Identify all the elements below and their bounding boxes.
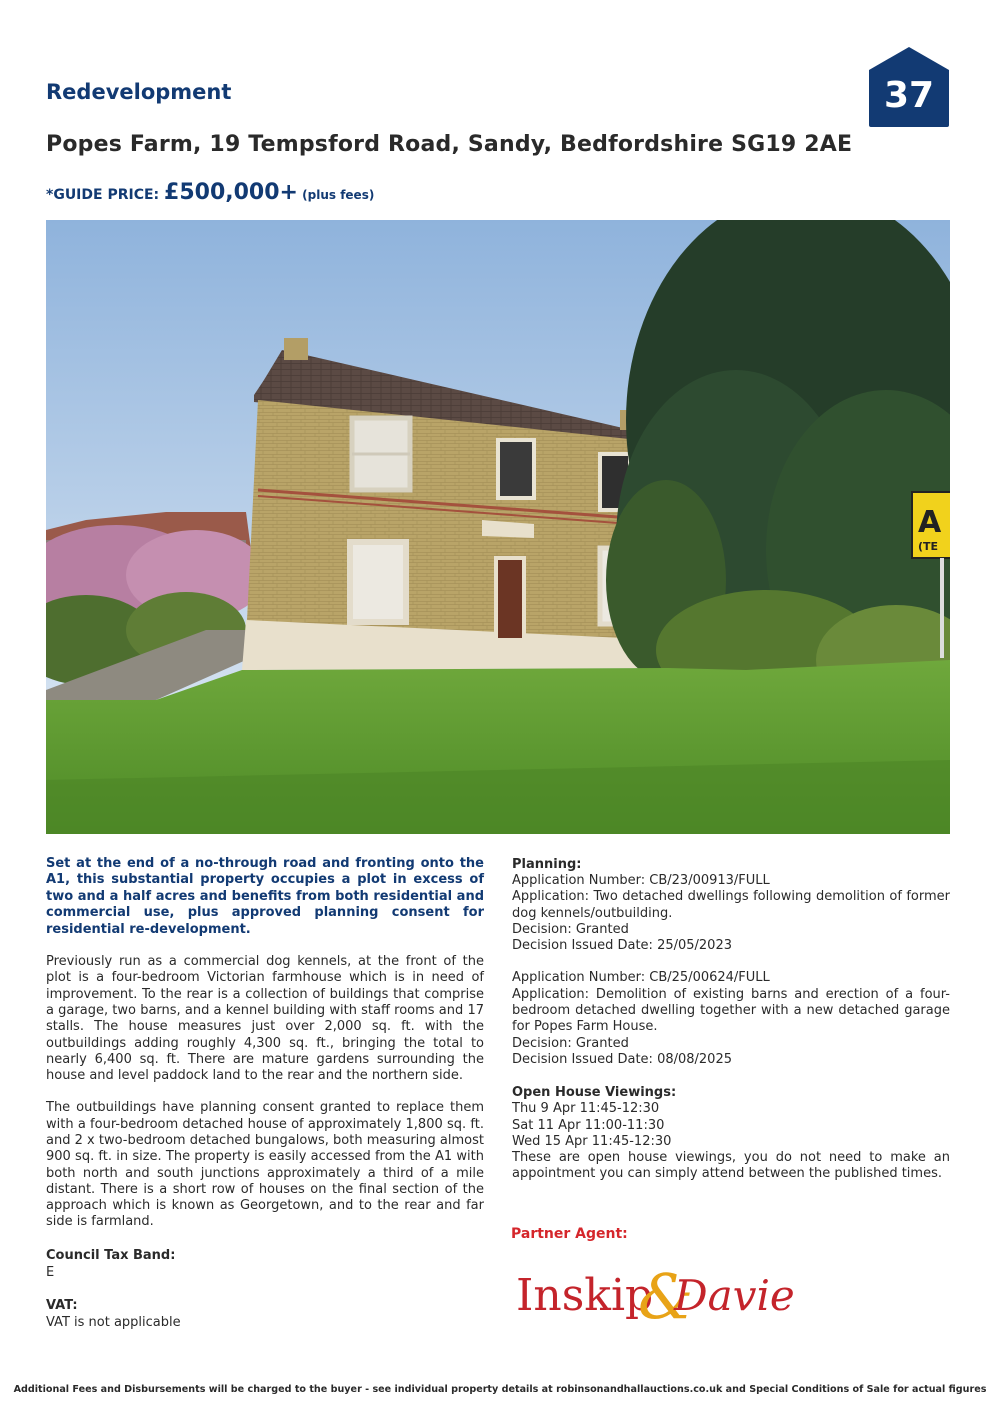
application-number: Application Number: CB/23/00913/FULL xyxy=(512,873,770,888)
viewing-slot: Wed 15 Apr 11:45-12:30 xyxy=(512,1133,672,1149)
partner-agent-logo[interactable] xyxy=(514,1258,798,1334)
vat-value: VAT is not applicable xyxy=(46,1314,181,1330)
logo-word-2: Davie xyxy=(674,1271,795,1320)
guide-price-value: £500,000+ xyxy=(164,180,298,205)
logo-ampersand: & xyxy=(638,1260,694,1333)
planning-label: Planning: xyxy=(512,857,582,872)
viewing-slot: Sat 11 Apr 11:00-11:30 xyxy=(512,1117,665,1133)
lot-number: 37 xyxy=(883,75,935,116)
sign-subtext: (TE xyxy=(918,540,939,553)
category-heading: Redevelopment xyxy=(46,80,232,104)
planning-column xyxy=(512,856,950,1199)
property-address: Popes Farm, 19 Tempsford Road, Sandy, Bedfordshire SG19 2AE xyxy=(46,132,853,157)
viewing-slot: Thu 9 Apr 11:45-12:30 xyxy=(512,1101,660,1117)
application-decision: Decision: Granted xyxy=(512,1035,629,1051)
council-tax-value: E xyxy=(46,1264,55,1280)
vat-label: VAT: xyxy=(46,1297,78,1313)
application-decision: Decision: Granted xyxy=(512,921,629,937)
application-number: Application Number: CB/25/00624/FULL xyxy=(512,970,770,986)
application-description: Application: Demolition of existing barns and erection of a four-bedroom detached dwelling together with a new detached garage for Popes Farm House. xyxy=(512,986,950,1035)
property-photo xyxy=(46,220,950,834)
description-paragraph-1: Previously run as a commercial dog kennels, at the front of the plot is a four-bedroom Victorian farmhouse which is in need of improvement. To the rear is a collection of buildings that comprise a garage, two barns, and a kennel building with staff rooms and 17 stalls. The house measures just over 2,000 sq. ft. with the outbuildings adding roughly 4,300 sq. ft., bringing the total to nearly 6,400 sq. ft. There are mature gardens surrounding the house and level paddock land to the rear and the northern side. xyxy=(46,954,484,1084)
guide-price-line xyxy=(46,180,374,205)
planning-application-1 xyxy=(512,856,950,954)
intro-paragraph: Set at the end of a no-through road and fronting onto the A1, this substantial property occupies a plot in excess of two and a half acres and benefits from both residential and commercial use, plus approved planning consent for residential re-development. xyxy=(46,856,484,937)
sign-letter: A xyxy=(918,505,942,540)
viewings-block xyxy=(512,1084,950,1182)
footer-disclaimer: Additional Fees and Disbursements will be charged to the buyer - see individual property details at robinsonandhallauctions.co.uk and Special Conditions of Sale for actual figures xyxy=(13,1384,987,1395)
lot-number-badge xyxy=(868,46,950,128)
description-column xyxy=(46,856,484,1347)
planning-application-2 xyxy=(512,970,950,1068)
vat-block xyxy=(46,1297,484,1331)
guide-price-fees: (plus fees) xyxy=(297,188,375,202)
guide-price-label: *GUIDE PRICE: xyxy=(46,187,165,203)
application-decision-date: Decision Issued Date: 25/05/2023 xyxy=(512,938,732,954)
logo-word-1: Inskip xyxy=(516,1270,654,1321)
application-description: Application: Two detached dwellings following demolition of former dog kennels/outbuilding. xyxy=(512,889,950,921)
description-paragraph-2: The outbuildings have planning consent granted to replace them with a four-bedroom detached house of approximately 1,800 sq. ft. and 2 x two-bedroom detached bungalows, both measuring almost 900 sq. ft. in size. The property is easily accessed from the A1 with both north and south junctions approximately a third of a mile distant. There is a short row of houses on the final section of the approach which is known as Georgetown, and to the rear and far side is farmland. xyxy=(46,1100,484,1230)
council-tax-label: Council Tax Band: xyxy=(46,1247,176,1263)
viewings-label: Open House Viewings: xyxy=(512,1085,677,1101)
council-tax-block xyxy=(46,1247,484,1281)
application-decision-date: Decision Issued Date: 08/08/2025 xyxy=(512,1051,732,1067)
viewings-note: These are open house viewings, you do not need to make an appointment you can simply attend between the published times. xyxy=(512,1150,950,1182)
partner-agent-label: Partner Agent: xyxy=(511,1226,628,1242)
